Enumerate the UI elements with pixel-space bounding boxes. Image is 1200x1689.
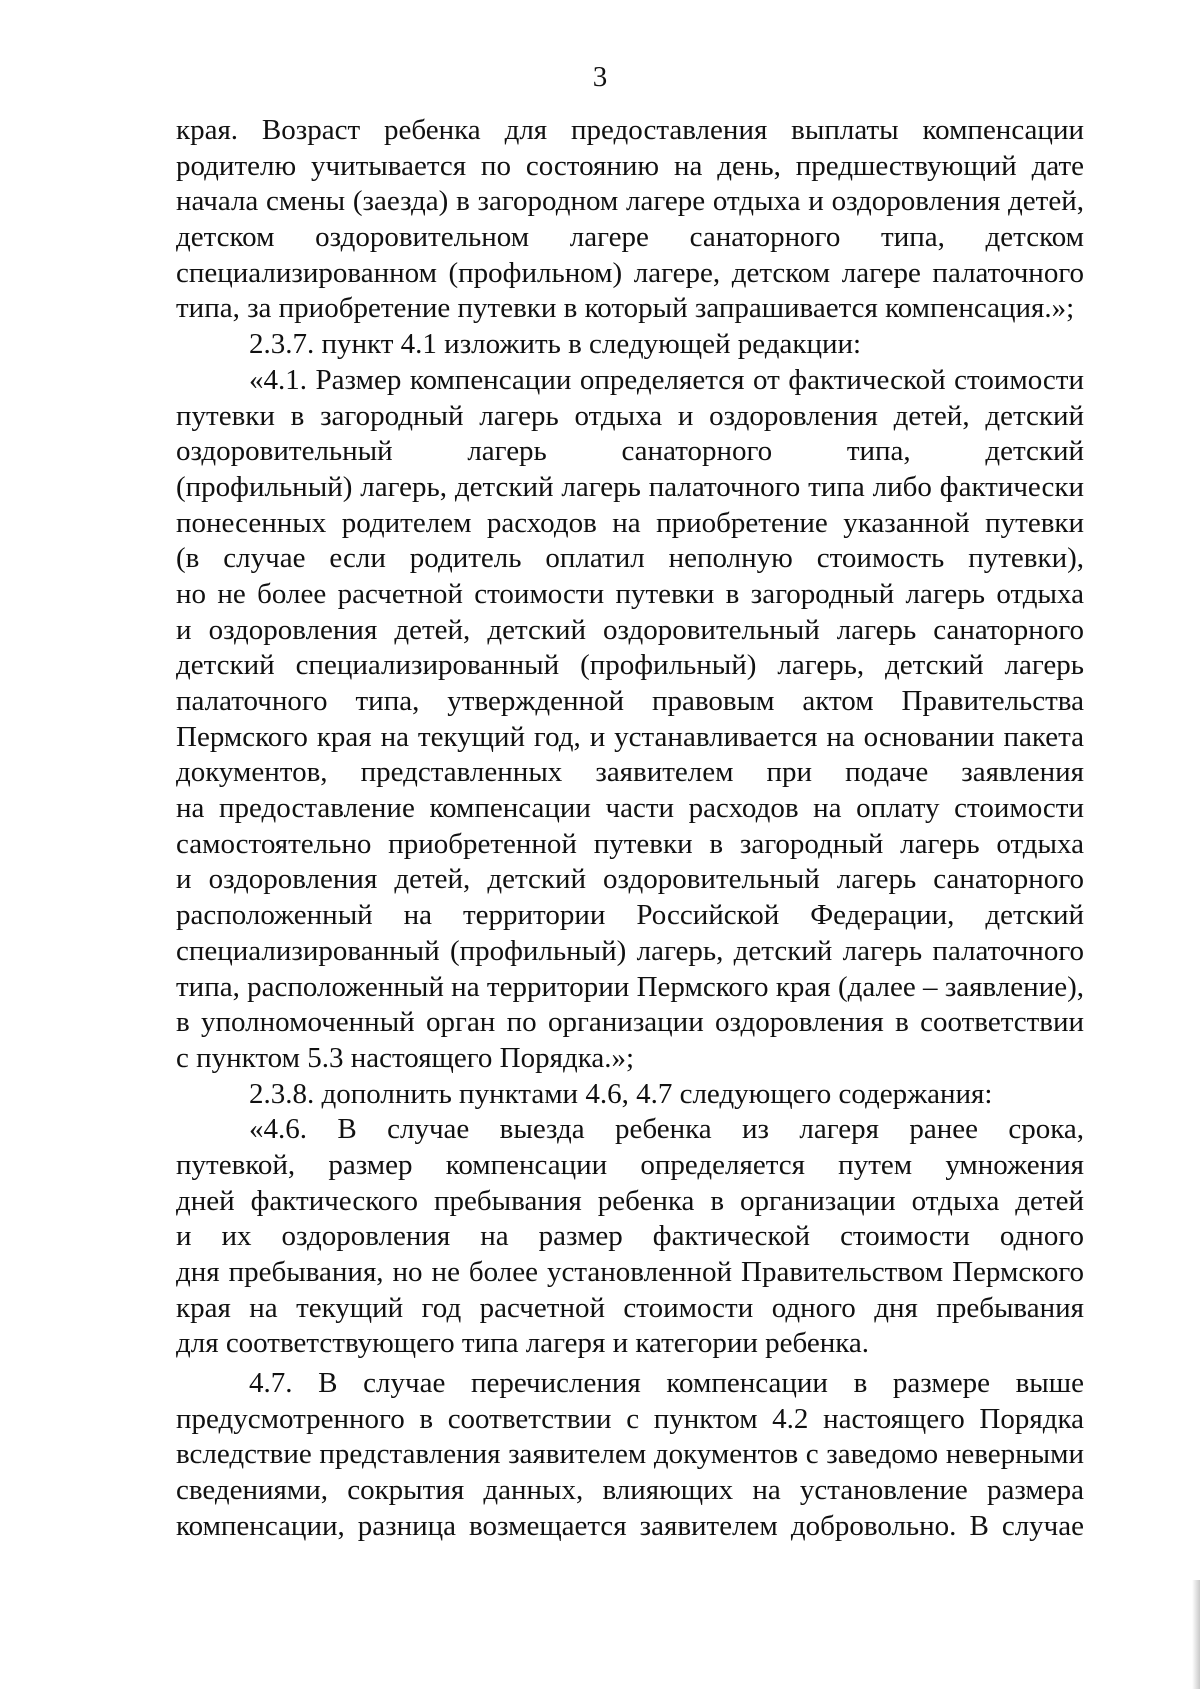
text-line: предусмотренного в соответствии с пунктом 4.2 настоящего Порядка [176, 1402, 1084, 1435]
text-line: типа, за приобретение путевки в который запрашивается компенсация.»; [176, 292, 1075, 325]
text-line: (профильный) лагерь, детский лагерь палаточного типа либо фактически [176, 470, 1084, 503]
text-line: понесенных родителем расходов на приобретение указанной путевки [176, 506, 1084, 539]
text-line: «4.6. В случае выезда ребенка из лагеря ранее срока, [249, 1113, 1084, 1146]
text-line: края на текущий год расчетной стоимости одного дня пребывания [176, 1291, 1084, 1324]
text-line: вследствие представления заявителем документов с заведомо неверными [176, 1438, 1084, 1471]
text-line: на предоставление компенсации части расходов на оплату стоимости [176, 792, 1084, 825]
text-line: детский специализированный (профильный) лагерь, детский лагерь [176, 649, 1084, 682]
text-line: и оздоровления детей, детский оздоровительный лагерь санаторного [176, 613, 1084, 646]
scan-edge-shadow [1192, 1580, 1200, 1689]
text-line: 2.3.8. дополнить пунктами 4.6, 4.7 следующего содержания: [249, 1077, 993, 1110]
text-line: и их оздоровления на размер фактической стоимости одного [176, 1220, 1084, 1253]
text-line: специализированном (профильном) лагере, детском лагере палаточного [176, 256, 1084, 289]
text-line: в уполномоченный орган по организации оздоровления в соответствии [176, 1006, 1084, 1039]
text-line: края. Возраст ребенка для предоставления выплаты компенсации [176, 114, 1084, 146]
text-line: компенсации, разница возмещается заявителем добровольно. В случае [176, 1509, 1084, 1542]
text-line: сведениями, сокрытия данных, влияющих на установление размера [176, 1474, 1084, 1507]
text-line: документов, представленных заявителем при подаче заявления [176, 756, 1084, 789]
text-line: 2.3.7. пункт 4.1 изложить в следующей редакции: [249, 328, 862, 361]
text-line: дня пребывания, но не более установленной Правительством Пермского [176, 1256, 1084, 1288]
text-line: оздоровительный лагерь санаторного типа, детский [176, 435, 1084, 468]
text-line: Пермского края на текущий год, и устанавливается на основании пакета [176, 720, 1084, 753]
text-line: детском оздоровительном лагере санаторного типа, детском [176, 221, 1084, 254]
page-number: 3 [592, 61, 608, 93]
text-line: палаточного типа, утвержденной правовым актом Правительства [176, 685, 1084, 717]
text-line: 4.7. В случае перечисления компенсации в размере выше [249, 1367, 1084, 1400]
document-body [176, 113, 1084, 1545]
text-line: «4.1. Размер компенсации определяется от фактической стоимости [249, 363, 1084, 396]
text-line: с пунктом 5.3 настоящего Порядка.»; [176, 1041, 635, 1074]
text-line: дней фактического пребывания ребенка в организации отдыха детей [176, 1184, 1084, 1217]
text-line: самостоятельно приобретенной путевки в загородный лагерь отдыха [176, 827, 1084, 860]
text-line: и оздоровления детей, детский оздоровительный лагерь санаторного [176, 863, 1084, 896]
text-line: (в случае если родитель оплатил неполную стоимость путевки), [176, 542, 1084, 575]
text-line: но не более расчетной стоимости путевки в загородный лагерь отдыха [176, 577, 1084, 610]
text-line: типа, расположенный на территории Пермского края (далее – заявление), [176, 970, 1084, 1003]
text-line: для соответствующего типа лагеря и категории ребенка. [176, 1327, 870, 1360]
text-line: специализированный (профильный) лагерь, детский лагерь палаточного [176, 934, 1084, 967]
text-line: путевки в загородный лагерь отдыха и оздоровления детей, детский [176, 399, 1084, 432]
text-line: родителю учитывается по состоянию на день, предшествующий дате [176, 149, 1084, 182]
text-line: начала смены (заезда) в загородном лагере отдыха и оздоровления детей, [176, 185, 1084, 218]
text-line: путевкой, размер компенсации определяется путем умножения [176, 1148, 1084, 1181]
text-line: расположенный на территории Российской Федерации, детский [176, 899, 1084, 932]
